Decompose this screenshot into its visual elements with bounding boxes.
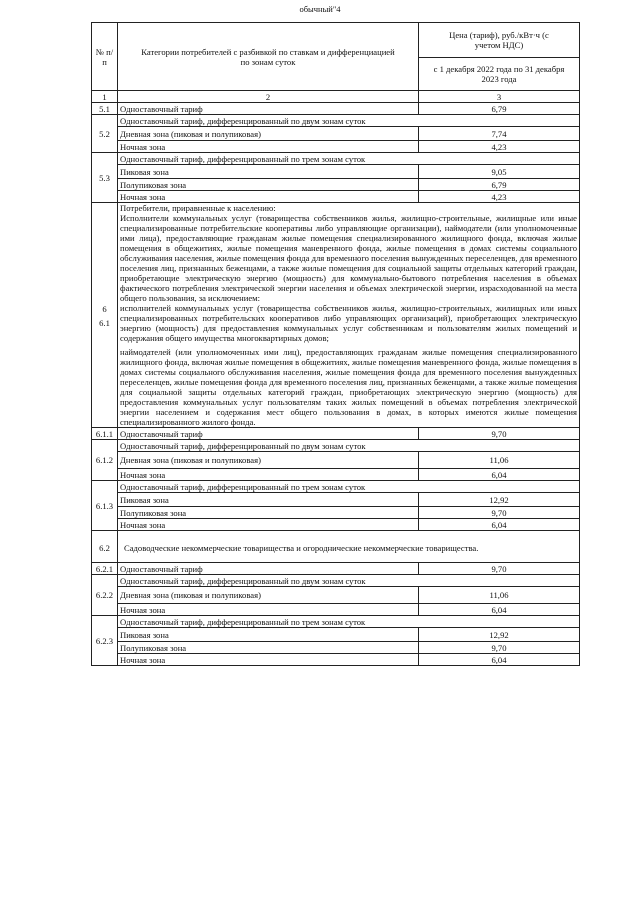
table-row — [92, 563, 580, 575]
table-row — [92, 604, 580, 616]
row-category: Пиковая зона — [118, 165, 419, 179]
row-price: 11,06 — [419, 587, 580, 604]
row-number: 6.1 — [99, 317, 110, 328]
row-number: 6.2.2 — [92, 575, 118, 616]
row-price: 6,04 — [419, 654, 580, 666]
row-category: Одноставочный тариф, дифференцированный по двум зонам суток — [118, 440, 580, 452]
table-row — [92, 575, 580, 587]
table-row — [92, 628, 580, 642]
table-row — [92, 203, 580, 428]
row-price: 11,06 — [419, 452, 580, 469]
table-row — [92, 115, 580, 127]
row-price: 7,74 — [419, 127, 580, 141]
table-row — [92, 587, 580, 604]
page-header: обычный"4 — [299, 4, 341, 14]
table-row — [92, 531, 580, 563]
row-category: Ночная зона — [118, 141, 419, 153]
table-row — [92, 179, 580, 191]
row-category: Одноставочный тариф, дифференцированный по трем зонам суток — [118, 481, 580, 493]
row-number-group — [92, 203, 118, 428]
table-row — [92, 127, 580, 141]
row-number: 5.3 — [92, 153, 118, 203]
description-paragraph: исполнителей коммунальных услуг (товарищества собственников жилья, жилищно-строительных, жилищных или иных специализированных потребительских кооперативов либо управляющих организаций), приобретающих электрическую энергию (мощность) для предоставления коммунальных услуг собственникам и пользователям жилых помещений и содержания общего имущества многоквартирных домов; — [120, 303, 577, 343]
category-heading: Потребители, приравненные к населению: — [120, 203, 276, 213]
description-cell — [118, 203, 580, 428]
row-number: 6.1.3 — [92, 481, 118, 531]
table-row — [92, 153, 580, 165]
row-category: Полупиковая зона — [118, 642, 419, 654]
table-row — [92, 191, 580, 203]
header-category: Категории потребителей с разбивкой по ставкам и дифференциацией по зонам суток — [118, 23, 419, 91]
table-row — [92, 654, 580, 666]
row-price: 12,92 — [419, 493, 580, 507]
row-category: Одноставочный тариф — [118, 428, 419, 440]
row-number: 6.2.1 — [92, 563, 118, 575]
table-row — [92, 428, 580, 440]
row-number: 6.1.2 — [92, 440, 118, 481]
description-paragraph: наймодателей (или уполномоченных ими лиц), предоставляющих гражданам жилые помещения специализированного жилищного фонда, включая жилые помещения в общежитиях, жилые помещения маневренного фонда, жилые помещения в домах системы социального обслуживания населения, жилые помещения фонда для временного поселения вынужденных переселенцев, жилые помещения фонда для временного поселения лиц, признанных беженцами, а также жилые помещения для социальной защиты отдельных категорий граждан, приобретающих электрическую энергию (мощность) для предоставления коммунальных услуг пользователям таких жилых помещений в объемах потребления электрической энергии населением и содержания мест общего пользования в домах, в которых имеются жилые помещения специализированного жилого фонда. — [120, 347, 577, 427]
row-category: Ночная зона — [118, 469, 419, 481]
row-category: Пиковая зона — [118, 493, 419, 507]
row-price: 4,23 — [419, 141, 580, 153]
row-price: 6,04 — [419, 519, 580, 531]
row-price: 4,23 — [419, 191, 580, 203]
table-row — [92, 616, 580, 628]
table-row — [92, 141, 580, 153]
row-category: Одноставочный тариф — [118, 103, 419, 115]
row-price: 6,79 — [419, 103, 580, 115]
row-price: 6,04 — [419, 604, 580, 616]
table-row — [92, 440, 580, 452]
header-price: Цена (тариф), руб./кВт·ч (с учетом НДС) — [419, 23, 580, 58]
row-price: 6,79 — [419, 179, 580, 191]
row-price: 9,70 — [419, 563, 580, 575]
row-category: Одноставочный тариф, дифференцированный по двум зонам суток — [118, 115, 580, 127]
row-category: Дневная зона (пиковая и полупиковая) — [118, 587, 419, 604]
row-number: 6.1.1 — [92, 428, 118, 440]
table-row — [92, 452, 580, 469]
row-category: Дневная зона (пиковая и полупиковая) — [118, 452, 419, 469]
table-row — [92, 481, 580, 493]
table-row — [92, 469, 580, 481]
row-category: Ночная зона — [118, 191, 419, 203]
row-price: 9,70 — [419, 507, 580, 519]
row-category: Ночная зона — [118, 604, 419, 616]
row-price: 9,05 — [419, 165, 580, 179]
column-index-1: 1 — [92, 91, 118, 103]
row-number: 5.2 — [92, 115, 118, 153]
row-number: 6 — [102, 303, 107, 314]
row-category: Одноставочный тариф, дифференцированный по трем зонам суток — [118, 616, 580, 628]
header-num: № п/п — [92, 23, 118, 91]
row-number: 6.2 — [92, 531, 118, 563]
row-price: 6,04 — [419, 469, 580, 481]
table-row — [92, 493, 580, 507]
table-row — [92, 642, 580, 654]
row-category: Дневная зона (пиковая и полупиковая) — [118, 127, 419, 141]
row-number: 5.1 — [92, 103, 118, 115]
tariff-table — [91, 22, 580, 666]
row-category: Одноставочный тариф, дифференцированный по трем зонам суток — [118, 153, 580, 165]
table-row — [92, 507, 580, 519]
table-row — [92, 165, 580, 179]
row-category: Одноставочный тариф — [118, 563, 419, 575]
row-category: Ночная зона — [118, 519, 419, 531]
row-category: Ночная зона — [118, 654, 419, 666]
column-index-2: 2 — [118, 91, 419, 103]
header-period: с 1 декабря 2022 года по 31 декабря 2023 года — [419, 58, 580, 91]
row-category: Пиковая зона — [118, 628, 419, 642]
row-category: Полупиковая зона — [118, 507, 419, 519]
column-index-3: 3 — [419, 91, 580, 103]
row-category: Полупиковая зона — [118, 179, 419, 191]
table-row — [92, 103, 580, 115]
row-price: 9,70 — [419, 642, 580, 654]
row-category: Садоводческие некоммерческие товарищества и огороднические некоммерческие товарищества. — [118, 531, 580, 563]
row-price: 9,70 — [419, 428, 580, 440]
row-category: Одноставочный тариф, дифференцированный по двум зонам суток — [118, 575, 580, 587]
table-row — [92, 519, 580, 531]
description-paragraph: Исполнители коммунальных услуг (товарищества собственников жилья, жилищно-строительные, жилищные или иные специализированные потребительские кооперативы либо управляющие организации), наймодатели (или уполномоченные ими лица), предоставляющие гражданам жилые помещения специализированного жилищного фонда, включая жилые помещения в общежитиях, жилые помещения маневренного фонда, жилые помещения в домах системы социального обслуживания населения, жилые помещения фонда для временного поселения вынужденных переселенцев, для временного поселения лиц, признанных беженцами, а также жилые помещения для социальной защиты отдельных категорий граждан, приобретающие электрическую энергию (мощность) для коммунально-бытового потребления населения в объемах фактического потребления электрической энергии населения и объемах электрической энергии, израсходованной на места общего пользования, за исключением: — [120, 213, 577, 303]
row-number: 6.2.3 — [92, 616, 118, 666]
row-price: 12,92 — [419, 628, 580, 642]
